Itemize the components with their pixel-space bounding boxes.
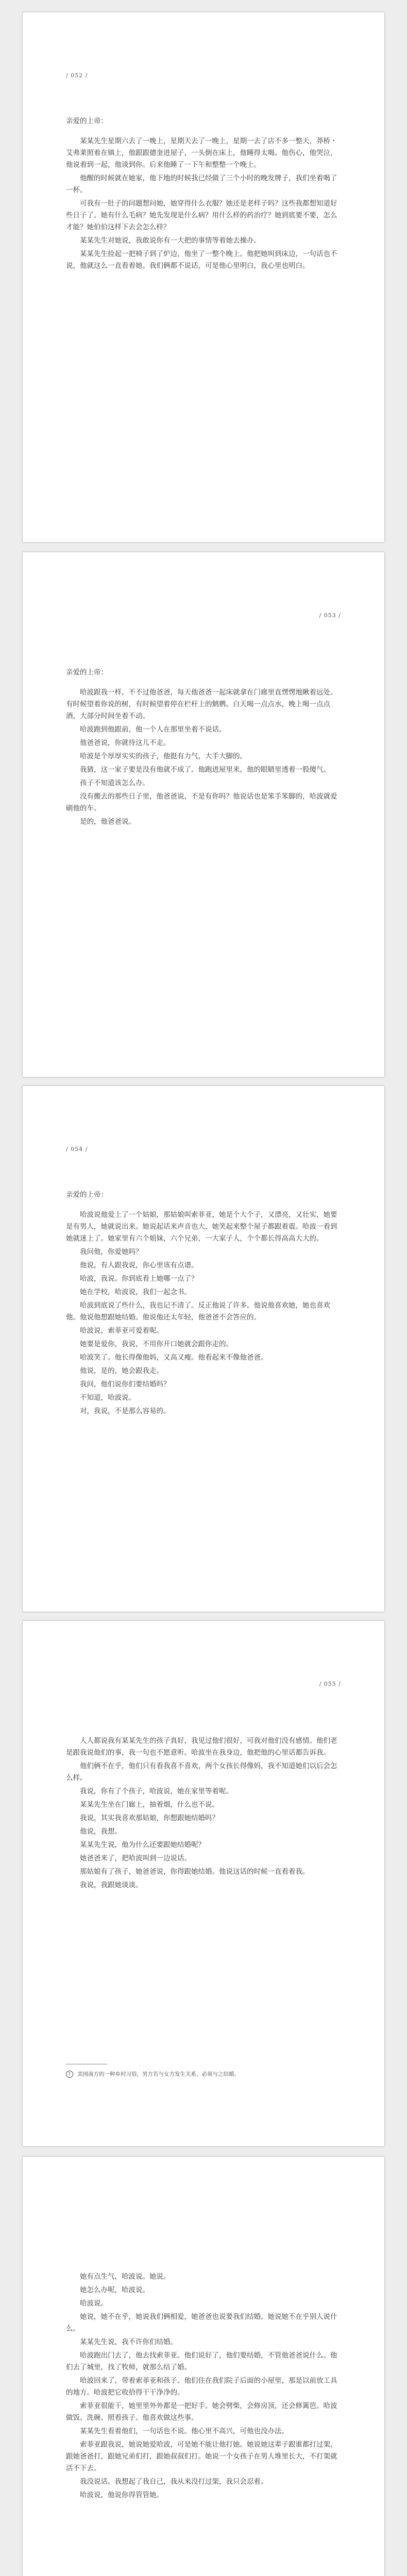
salutation: 亲爱的上帝：	[66, 117, 108, 125]
paragraph: 她有点生气，哈波说。她说。	[80, 2273, 171, 2281]
book-page-3	[23, 1086, 384, 1612]
paragraph: 对，我说，不是那么容易的。	[80, 1407, 171, 1415]
page-number: / 053 /	[319, 612, 341, 619]
paragraph: 她在学校，哈波说，我们一起念书。	[80, 1288, 191, 1296]
paragraph: 某某先生坐在门廊上，抽着烟，什么也不说。	[80, 1801, 219, 1809]
paragraph: 他们俩不在乎，他们只有看我喜不喜欢，两个女孩长得像妈，我不知道她们以后会怎么样。	[66, 1762, 337, 1782]
page-number: / 052 /	[66, 72, 88, 79]
paragraph: 某某先生捡起一把椅子到了炉边，他坐了一整个晚上。他把她叫到床边，一句话也不说，他就这么一直看着她。我们俩都不说话，可是他心里明白，我心里也明白。	[66, 250, 337, 270]
paragraph: 哈波说他爱上了一个姑娘，那姑娘叫索菲亚，她是个大个子，又漂亮，又壮实，她要是有男人，她就说出来。她说起话来声音也大，她笑起来整个屋子都跟着震。哈波一看到她就迷上了。她家里有六个姐妹，六个兄弟，一大家子人，个个都长得高高大大的。	[66, 1211, 337, 1243]
book-page-2	[23, 552, 384, 1077]
paragraph: 她说，她不在乎，她说我们俩相爱，她爸爸也说要我们结婚。她说她不在乎别人说什么。	[66, 2313, 337, 2333]
paragraph: 我猜，这一家子要是没有他就不成了。他跑进屋里来，他的眼睛里透着一股傻气。	[80, 766, 330, 774]
salutation: 亲爱的上帝：	[66, 1191, 108, 1199]
paragraph: 他说，有人跟我说，你心里该有点谱。	[80, 1261, 198, 1269]
paragraph: 哈波跑到他跟前，他一个人在那里坐着不说话。	[80, 725, 226, 734]
paragraph: 哈波说，他说你得管管她。	[80, 2491, 163, 2499]
page-body	[66, 667, 341, 829]
paragraph: 某某先生对她说，我敢说你有一大把的事情等着她去操办。	[80, 236, 261, 245]
paragraph: 不知道，哈波说。	[80, 1394, 135, 1402]
paragraph: 我问，他们说你们要结婚吗？	[80, 1380, 171, 1388]
paragraph: 她要是爱你，我说，不用你开口她就会跟你走的。	[80, 1340, 233, 1348]
page-body	[66, 1735, 341, 1893]
page-body	[66, 115, 341, 274]
paragraph: 哈波回来了，带着索菲亚和孩子。他们住在我们院子后面的小屋里，那是以前放工具的地方。哈波把它收拾得干干净净的。	[66, 2377, 337, 2397]
paragraph: 哈波，我说。你到底看上她哪一点了？	[80, 1275, 198, 1283]
footnote-text: 美国南方的一种乡村习俗，男方若与女方发生关系，必须与之结婚。	[77, 2071, 240, 2077]
book-page-5	[23, 2157, 384, 2576]
paragraph: 人人都说我有某某先生的孩子真好，我见过他们很好，可我对他们没有感情。他们老是跟我说他们的事，我一句也不愿意听。哈波坐在我身边，他把他的心里话都告诉我。	[66, 1737, 337, 1757]
paragraph: 哈波说。	[80, 2299, 108, 2308]
paragraph: 那姑娘有了孩子，她爸爸说，你得跟她结婚。他说这话的时候一直看着我。	[80, 1868, 310, 1876]
paragraph: 我说，你有了个孩子，哈波说，她在家里等着呢。	[80, 1787, 233, 1795]
paragraph: 某某先生星期六去了一晚上，星期天去了一晚上，星期一去了店不多一整天，莽桥・艾弗莱照着在镇上，他跟跟德奎进屋子，一头倒在床上，他睡得太喝。他伤心，他哭泣，他说着到一起，他谈到你。后来他睡了一下午和整整一个晚上。	[66, 137, 337, 169]
book-page-1	[23, 12, 384, 542]
paragraph: 哈波跟我一样，不不过他爸爸，每天他爸爸一起床就拿在门廊里直愣愣地瞅着远处。有时候望着你说的树，有时候望着停在栏杆上的鹪鹩。白天喝一点点水，晚上喝一点点酒，大部分时间坐着不动。	[66, 688, 337, 720]
paragraph: 我没说话。我想起了我自己，我从来没打过架，我只会忍着。	[80, 2478, 268, 2486]
paragraph: 某某先生看着他们，一句话也不说。他心里不高兴，可他也没办法。	[80, 2427, 289, 2435]
paragraph: 她爸爸来了，把哈波叫到一边说话。	[80, 1854, 191, 1862]
paragraph: 哈波说，索菲亚可爱着呢。	[80, 1327, 163, 1335]
paragraph: 他醒的时候就在她家，他下地的时候我已经做了三个小时的晚发牌子，我们坐着喝了一杯。	[66, 174, 337, 194]
page-body	[66, 2271, 341, 2503]
paragraph: 索菲亚跟我说，她说她爱哈波，可是她不能让他打她。她说她这辈子跟谁都打过架，跟她爸爸打，跟她兄弟们打，跟她叔叔们打。她说一个女孩子在男人堆里长大，不打架就活不下去。	[66, 2441, 337, 2472]
paragraph: 我说，我跟她谈谈。	[80, 1881, 143, 1889]
paragraph: 我问他，你爱她吗？	[80, 1248, 143, 1256]
paragraph: 索菲亚很能干，她里里外外都是一把好手。她会劈柴，会修房顶，还会修篱笆。哈波做饭、洗碗、照看孩子。他喜欢做这些事。	[66, 2402, 337, 2422]
paragraph: 可我有一肚子的问题想问她，她穿得什么衣服？她还是老样子吗？这些我都想知道好些日子了。她有什么毛病？她先发现是什么病？用什么样的药治疗？她到底要不要，怎么才能？她伯伯这样下去会怎么样？	[66, 199, 337, 231]
paragraph: 我说，其实我喜欢那姑娘，你想跟她结婚吗？	[80, 1814, 219, 1822]
paragraph: 某某先生说，我不许你们结婚。	[80, 2338, 177, 2346]
page-number: / 054 /	[66, 1146, 88, 1153]
paragraph: 孩子不知道该怎么办。	[80, 779, 149, 787]
salutation: 亲爱的上帝：	[66, 668, 108, 676]
paragraph: 是的，他爸爸说。	[80, 818, 135, 826]
paragraph: 他说，我想。	[80, 1827, 122, 1836]
paragraph: 他爸爸说，你就待这儿不走。	[80, 739, 171, 747]
paragraph: 哈波到底说了些什么，我也记不清了。反正他说了许多。他说他喜欢她，她也喜欢他。他说他想跟她结婚。他说他还太年轻，他爸爸不会答应的。	[66, 1301, 330, 1321]
footnote	[66, 2070, 341, 2078]
paragraph: 没有搬去的那些日子里，他爸爸说，不是有你吗？他说话也是笨手笨脚的，哈波就爱刷他的车。	[66, 792, 337, 812]
paragraph: 哈波是个厚厚实实的孩子，他挺有力气，大手大脚的。	[80, 752, 247, 760]
paragraph: 哈波笑了。他长得像他妈，又高又瘦。他看起来不像他爸爸。	[80, 1353, 268, 1362]
paragraph: 哈波跑出门去了，他去找索菲亚。他们说好了，他们要结婚，不管他爸爸说什么。他们去了城里，找了牧师，就那么结了婚。	[66, 2351, 337, 2371]
page-body	[66, 1189, 341, 1419]
paragraph: 他说，是的，她会跟我走。	[80, 1367, 163, 1375]
footnote-marker-icon: 1	[66, 2071, 73, 2078]
book-page-4	[23, 1621, 384, 2146]
paragraph: 某某先生说，他为什么还要跟她结婚呢？	[80, 1841, 205, 1849]
page-number: / 055 /	[319, 1681, 341, 1687]
paragraph: 她怎么办呢，哈波说。	[80, 2286, 149, 2294]
